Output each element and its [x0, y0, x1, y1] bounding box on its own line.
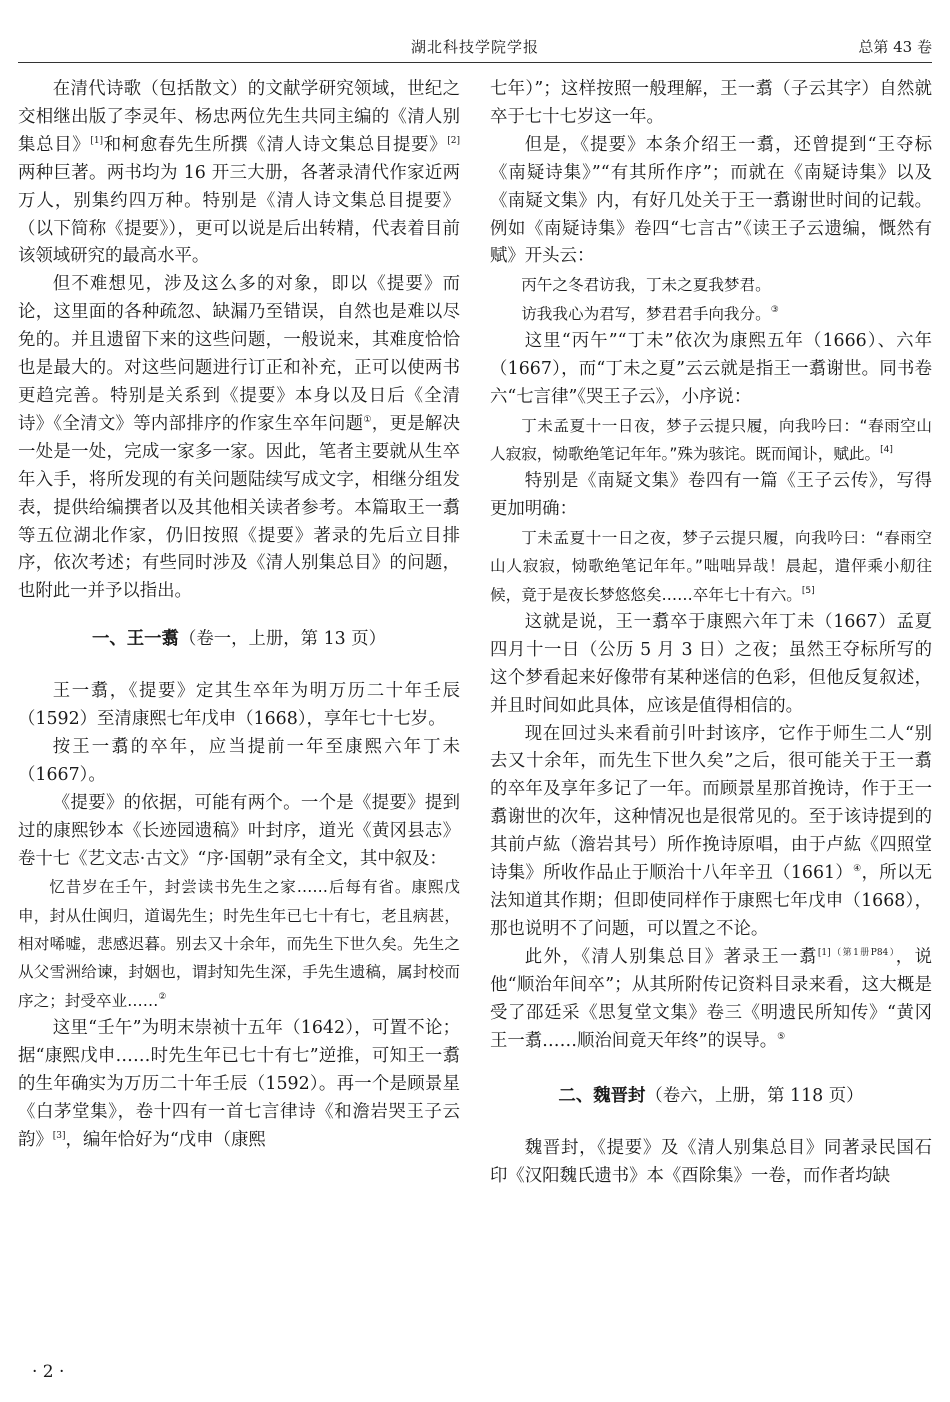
paragraph: 魏晋封，《提要》及《清人别集总目》同著录民国石印《汉阳魏氏遗书》本《酉除集》一卷，而作者均缺 — [490, 1138, 932, 1187]
right-column — [490, 76, 932, 1191]
issue-number: 总第 43 卷 — [858, 38, 932, 56]
footnote-marker: ③ — [770, 304, 779, 315]
paragraph: 但是，《提要》本条介绍王一翥，还曾提到“王夺标《南疑诗集》”“有其所作序”；而就在《南疑诗集》以及《南疑文集》内，有好几处关于王一翥谢世时间的记载。例如《南疑诗集》卷四“七言古”《读王子云遗编，慨然有赋》开头云： — [490, 134, 932, 267]
paragraph: 现在回过头来看前引叶封该序，它作于师生二人“别去又十余年，而先生下世久矣”之后，很可能关于王一翥的卒年及享年多记了一年。而顾景星那首挽诗，作于王一翥谢世的次年，这种情况也是很常见的。至于该诗提到的其前卢紘（澹岩其号）所作挽诗原唱，由于卢紘《四照堂诗集》所收作品止于顺治十八年辛丑（1661）④，所以无法知道其作期；但即使同样作于康熙七年戊申（1668），那也说明不了问题，可以置之不论。 — [490, 723, 932, 939]
footnote-marker: ⑤ — [777, 1031, 786, 1042]
paragraph: 特别是《南疑文集》卷四有一篇《王子云传》，写得更加明确： — [490, 471, 932, 520]
paragraph: 此外，《清人别集总目》著录王一翥$^{[1](第1册P84)}$，说他“顺治年间卒”；从其所附传记资料目录来看，这大概是受了邵廷采《思复堂文集》卷三《明遗民所知传》“黄冈王一翥……顺治间竟天年终”的误导。⑤ — [490, 946, 932, 1051]
block-quote: 丁未孟夏十一日夜，梦子云提只履，向我吟曰：“春雨空山人寂寂，恸歌绝笔记年年。”殊为骇诧。既而闻讣，赋此。[4] — [490, 416, 932, 463]
footnote-marker: ② — [158, 991, 167, 1002]
block-quote: 访我我心为君写，梦君君手向我分。③ — [521, 304, 779, 323]
citation: [1]（第1册P84） — [817, 947, 896, 958]
citation: [3] — [52, 1130, 66, 1141]
paragraph: 七年）”；这样按照一般理解，王一翥（子云其字）自然就卒于七十七岁这一年。 — [490, 79, 932, 127]
citation: [4] — [880, 444, 893, 455]
footnote-marker: ① — [363, 414, 372, 425]
paragraph: 按王一翥的卒年，应当提前一年至康熙六年丁未（1667）。 — [18, 736, 460, 785]
citation: [2] — [447, 135, 460, 146]
footnote-marker: ④ — [853, 864, 862, 875]
citation: [1] — [90, 135, 104, 146]
paragraph: 在清代诗歌（包括散文）的文献学研究领域，世纪之交相继出版了李灵年、杨忠两位先生共同主编的《清人别集总目》[1]和柯愈春先生所撰《清人诗文集总目提要》[2]两种巨著。两书均为 16 开三大册，各著录清代作家近两万人，别集约四万种。特别是《清人诗文集总目提要》（以下简称《提要》），更可以说是后出转精，代表着目前该领域研究的最高水平。 — [18, 79, 460, 267]
paragraph: 这就是说，王一翥卒于康熙六年丁未（1667）孟夏四月十一日（公历 5 月 3 日）之夜；虽然王夺标所写的这个梦看起来好像带有某种迷信的色彩，但他反复叙述，并且时间如此具体，应该是值得相信的。 — [490, 611, 932, 716]
paragraph: 但不难想见，涉及这么多的对象，即以《提要》而论，这里面的各种疏忽、缺漏乃至错误，自然也是难以尽免的。并且遗留下来的这些问题，一般说来，其难度恰恰也是最大的。对这些问题进行订正和补充，正可以使两书更趋完善。特别是关系到《提要》本身以及日后《全清诗》《全清文》等内部排序的作家生卒年问题①，更是解决一处是一处，完成一家多一家。因此，笔者主要就从生卒年入手，将所发现的有关问题陆续写成文字，相继分组发表，提供给编撰者以及其他相关读者参考。本篇取王一翥等五位湖北作家，仍旧按照《提要》著录的先后立目排序，依次考述；有些同时涉及《清人别集总目》的问题，也附此一并予以指出。 — [18, 274, 460, 602]
section-heading: 二、魏晋封（卷六，上册，第 118 页） — [558, 1086, 864, 1107]
section-heading: 一、王一翥（卷一，上册，第 13 页） — [91, 629, 387, 650]
block-quote: 丁未孟夏十一日之夜，梦子云提只履，向我吟曰：“春雨空山人寂寂，恸歌绝笔记年年。”咄咄异哉！晨起，遣伻乘小舠往候，竟于是夜长梦悠悠矣……卒年七十有六。[5] — [490, 529, 932, 604]
block-quote: 忆昔岁在壬午，封尝读书先生之家……后每有省。康熙戊申，封从仕闽归，道谒先生；时先生年已七十有七，老且病甚，相对唏嘘，悲感迟暮。别去又十余年，而先生下世久矣。先生之从父雪洲给谏，封姻也，谓封知先生深，手先生遗稿，属封校而序之；封受卒业……② — [18, 878, 460, 1010]
running-header — [18, 28, 932, 63]
left-column — [18, 76, 460, 1154]
citation: [5] — [801, 585, 815, 596]
journal-title: 湖北科技学院学报 — [410, 38, 539, 56]
paragraph: 王一翥，《提要》定其生卒年为明万历二十年壬辰（1592）至清康熙七年戊申（1668），享年七十七岁。 — [18, 681, 460, 730]
block-quote: 丙午之冬君访我，丁未之夏我梦君。 — [521, 276, 771, 295]
paragraph: 这里“壬午”为明末崇祯十五年（1642），可置不论；据“康熙戊申……时先生年已七十有七”逆推，可知王一翥的生年确实为万历二十年壬辰（1592）。再一个是顾景星《白茅堂集》，卷十四有一首七言律诗《和澹岩哭王子云韵》[3]，编年恰好为“戊申（康熙 — [18, 1017, 460, 1150]
paragraph: 《提要》的依据，可能有两个。一个是《提要》提到过的康熙钞本《长迹园遗稿》叶封序，道光《黄冈县志》卷十七《艺文志·古文》“序·国朝”录有全文，其中叙及： — [18, 792, 460, 869]
page-number: · 2 · — [32, 1362, 65, 1382]
paragraph: 这里“丙午”“丁未”依次为康熙五年（1666）、六年（1667），而“丁未之夏”云云就是指王一翥谢世。同书卷六“七言律”《哭王子云》，小序说： — [490, 330, 932, 407]
